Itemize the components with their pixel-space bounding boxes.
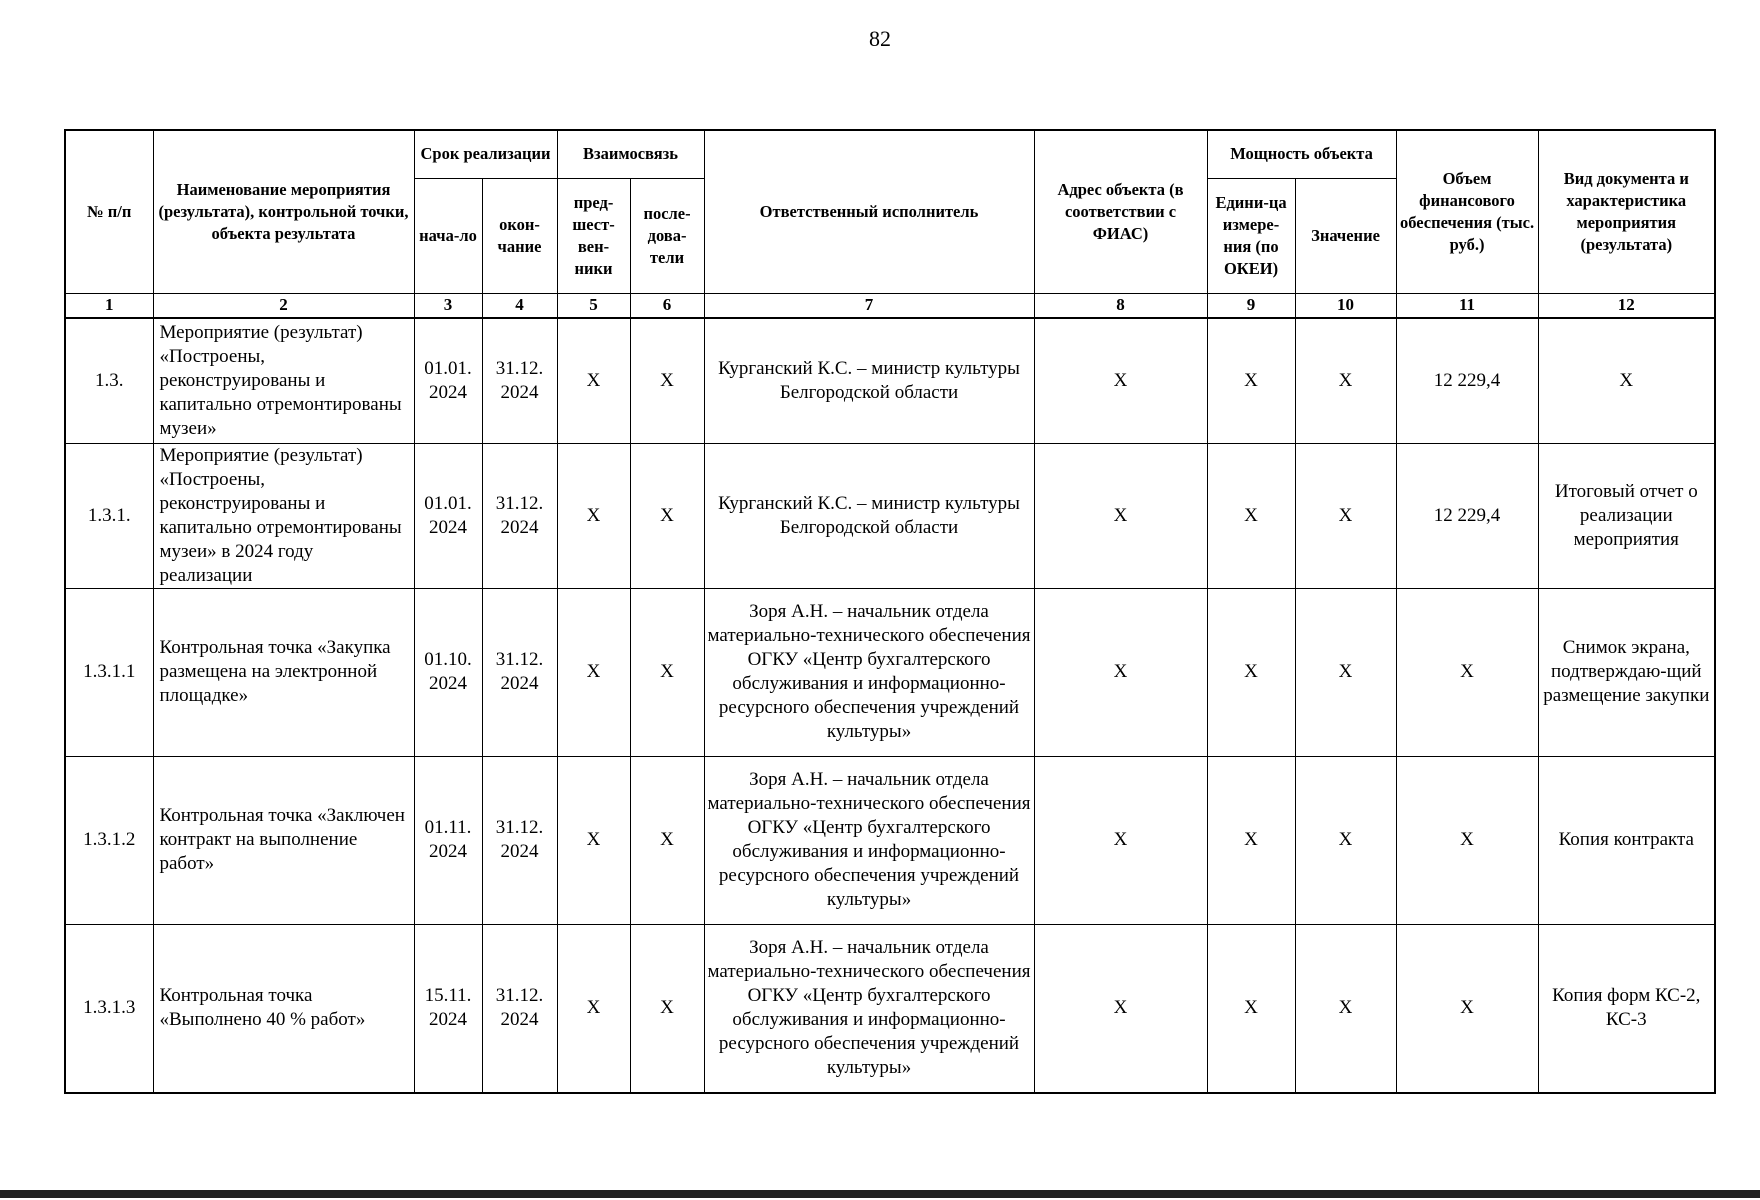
- row-value: X: [1295, 756, 1396, 924]
- header-relation: Взаимосвязь: [557, 130, 704, 178]
- page-number: 82: [869, 26, 891, 51]
- measures-table: [64, 129, 1716, 1094]
- header-successors: после-дова-тели: [630, 178, 704, 293]
- row-num: 1.3.1.3: [65, 924, 153, 1093]
- row-executor: Зоря А.Н. – начальник отдела материально-технического обеспечения ОГКУ «Центр бухгалтерского обслуживания и информационно-ресурсного обеспечения учреждений культуры»: [704, 588, 1034, 756]
- row-start: 01.11. 2024: [414, 756, 482, 924]
- scan-bottom-edge: [0, 1190, 1760, 1198]
- row-num: 1.3.1.1: [65, 588, 153, 756]
- header-finance: Объем финансового обеспечения (тыс. руб.): [1396, 130, 1538, 293]
- row-address: X: [1034, 588, 1207, 756]
- header-address: Адрес объекта (в соответствии с ФИАС): [1034, 130, 1207, 293]
- row-predecessors: X: [557, 924, 630, 1093]
- table-row: [65, 924, 1715, 1093]
- row-name: Мероприятие (результат) «Построены, реконструированы и капитально отремонтированы музеи»: [153, 318, 414, 444]
- column-number: 1: [65, 293, 153, 318]
- row-executor: Зоря А.Н. – начальник отдела материально-технического обеспечения ОГКУ «Центр бухгалтерского обслуживания и информационно-ресурсного обеспечения учреждений культуры»: [704, 924, 1034, 1093]
- table-row: [65, 318, 1715, 444]
- row-predecessors: X: [557, 443, 630, 588]
- row-num: 1.3.1.2: [65, 756, 153, 924]
- header-start: нача-ло: [414, 178, 482, 293]
- column-number: 9: [1207, 293, 1295, 318]
- column-number: 2: [153, 293, 414, 318]
- row-doc: Копия контракта: [1538, 756, 1715, 924]
- row-start: 01.10. 2024: [414, 588, 482, 756]
- row-unit: X: [1207, 588, 1295, 756]
- column-number: 3: [414, 293, 482, 318]
- header-unit: Едини-ца измере-ния (по ОКЕИ): [1207, 178, 1295, 293]
- row-doc: Итоговый отчет о реализации мероприятия: [1538, 443, 1715, 588]
- row-address: X: [1034, 756, 1207, 924]
- row-end: 31.12. 2024: [482, 756, 557, 924]
- row-end: 31.12. 2024: [482, 318, 557, 444]
- row-value: X: [1295, 443, 1396, 588]
- table-row: [65, 756, 1715, 924]
- column-number: 10: [1295, 293, 1396, 318]
- row-predecessors: X: [557, 756, 630, 924]
- row-value: X: [1295, 588, 1396, 756]
- table-row: [65, 443, 1715, 588]
- row-unit: X: [1207, 756, 1295, 924]
- row-executor: Курганский К.С. – министр культуры Белгородской области: [704, 443, 1034, 588]
- column-numbers-row: [65, 293, 1715, 318]
- row-unit: X: [1207, 924, 1295, 1093]
- row-doc: X: [1538, 318, 1715, 444]
- header-value: Значение: [1295, 178, 1396, 293]
- header-period: Срок реализации: [414, 130, 557, 178]
- row-start: 01.01. 2024: [414, 318, 482, 444]
- column-number: 7: [704, 293, 1034, 318]
- row-start: 01.01. 2024: [414, 443, 482, 588]
- row-value: X: [1295, 924, 1396, 1093]
- header-num: № п/п: [65, 130, 153, 293]
- header-executor: Ответственный исполнитель: [704, 130, 1034, 293]
- column-number: 12: [1538, 293, 1715, 318]
- row-finance: 12 229,4: [1396, 443, 1538, 588]
- row-successors: X: [630, 443, 704, 588]
- row-address: X: [1034, 924, 1207, 1093]
- row-end: 31.12. 2024: [482, 924, 557, 1093]
- row-finance: 12 229,4: [1396, 318, 1538, 444]
- header-doc-type: Вид документа и характеристика мероприятия (результата): [1538, 130, 1715, 293]
- row-num: 1.3.1.: [65, 443, 153, 588]
- row-successors: X: [630, 318, 704, 444]
- column-number: 5: [557, 293, 630, 318]
- row-predecessors: X: [557, 588, 630, 756]
- row-address: X: [1034, 443, 1207, 588]
- row-finance: X: [1396, 588, 1538, 756]
- header-predecessors: пред-шест-вен-ники: [557, 178, 630, 293]
- column-number: 4: [482, 293, 557, 318]
- row-unit: X: [1207, 443, 1295, 588]
- row-finance: X: [1396, 924, 1538, 1093]
- row-name: Мероприятие (результат) «Построены, реконструированы и капитально отремонтированы музеи» в 2024 году реализации: [153, 443, 414, 588]
- column-number: 11: [1396, 293, 1538, 318]
- row-successors: X: [630, 588, 704, 756]
- header-name: Наименование мероприятия (результата), контрольной точки, объекта результата: [153, 130, 414, 293]
- row-end: 31.12. 2024: [482, 588, 557, 756]
- column-number: 8: [1034, 293, 1207, 318]
- row-unit: X: [1207, 318, 1295, 444]
- row-name: Контрольная точка «Заключен контракт на выполнение работ»: [153, 756, 414, 924]
- row-name: Контрольная точка «Закупка размещена на электронной площадке»: [153, 588, 414, 756]
- row-address: X: [1034, 318, 1207, 444]
- table-header: [65, 130, 1715, 293]
- header-capacity: Мощность объекта: [1207, 130, 1396, 178]
- row-start: 15.11. 2024: [414, 924, 482, 1093]
- header-end: окон-чание: [482, 178, 557, 293]
- row-finance: X: [1396, 756, 1538, 924]
- row-successors: X: [630, 756, 704, 924]
- column-number: 6: [630, 293, 704, 318]
- row-name: Контрольная точка «Выполнено 40 % работ»: [153, 924, 414, 1093]
- row-predecessors: X: [557, 318, 630, 444]
- row-num: 1.3.: [65, 318, 153, 444]
- row-end: 31.12. 2024: [482, 443, 557, 588]
- row-doc: Снимок экрана, подтверждаю-щий размещение закупки: [1538, 588, 1715, 756]
- row-doc: Копия форм КС-2, КС-3: [1538, 924, 1715, 1093]
- row-successors: X: [630, 924, 704, 1093]
- row-executor: Зоря А.Н. – начальник отдела материально-технического обеспечения ОГКУ «Центр бухгалтерского обслуживания и информационно-ресурсного обеспечения учреждений культуры»: [704, 756, 1034, 924]
- row-executor: Курганский К.С. – министр культуры Белгородской области: [704, 318, 1034, 444]
- table-row: [65, 588, 1715, 756]
- row-value: X: [1295, 318, 1396, 444]
